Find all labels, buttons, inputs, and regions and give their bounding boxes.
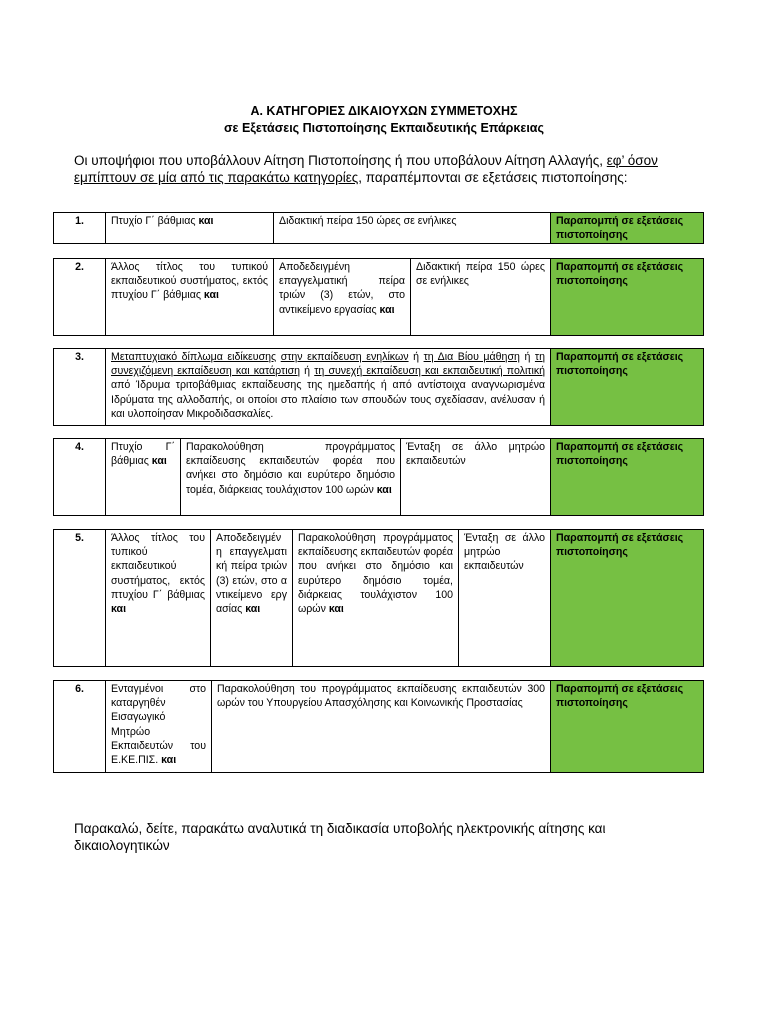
- criterion-cell: Μεταπτυχιακό δίπλωμα ειδίκευσης στην εκπαίδευση ενηλίκων ή τη Δια Βίου μάθηση ή τη συνεχιζόμενη εκπαίδευση και κατάρτιση ή τη συνεχή εκπαίδευση και εκπαιδευτική πολιτική από Ίδρυμα τριτοβάθμιας εκπαίδευσης της ημεδαπής ή από αντίστοιχα αναγνωρισμένα Ιδρύματα της αλλοδαπής, οι οποίοι στο πλαίσιο των σπουδών τους σχεδίασαν, ανέλυσαν ή και υλοποίησαν Μικροδιδασκαλίες.: [106, 349, 551, 426]
- conj: και: [151, 455, 167, 468]
- conj: και: [203, 289, 219, 302]
- criterion-cell: Παρακολούθηση προγράμματος εκπαίδευσης εκπαιδευτών φορέα που ανήκει στο δημόσιο και ευρύτερο δημόσιο τομέα, διάρκειας τουλάχιστον 100 ωρών και: [181, 439, 401, 516]
- conj: και: [379, 303, 395, 316]
- conj: και: [111, 603, 127, 616]
- conj: και: [161, 754, 177, 767]
- criterion-cell: Πτυχίο Γ΄ βάθμιας και: [106, 213, 274, 244]
- criterion-cell: Άλλος τίτλος του τυπικού εκπαιδευτικού συστήματος, εκτός πτυχίου Γ΄ βάθμιας και: [106, 259, 274, 336]
- row-number: 5.: [54, 530, 106, 667]
- conj: και: [376, 483, 392, 496]
- referral-cell: Παραπομπή σε εξετάσεις πιστοποίησης: [551, 349, 704, 426]
- document-title: Α. ΚΑΤΗΓΟΡΙΕΣ ΔΙΚΑΙΟΥΧΩΝ ΣΥΜΜΕΤΟΧΗΣ: [250, 104, 518, 118]
- criterion-cell: Αποδεδειγμένη επαγγελματική πείρα τριών (3) ετών, στο αντικείμενο εργασίας και: [211, 530, 293, 667]
- row-number: 4.: [54, 439, 106, 516]
- category-table-2: [53, 258, 704, 336]
- intro-text-1: Οι υποψήφιοι που υποβάλλουν Αίτηση Πιστοποίησης ή που υποβάλουν Αίτηση Αλλαγής,: [74, 153, 607, 168]
- criterion-cell: Αποδεδειγμένη επαγγελματική πείρα τριών (3) ετών, στο αντικείμενο εργασίας και: [274, 259, 411, 336]
- category-table-1: [53, 212, 704, 244]
- conj: και: [245, 603, 261, 616]
- criterion-cell: Ενταγμένοι στο καταργηθέν Εισαγωγικό Μητρώο Εκπαιδευτών του Ε.ΚΕ.ΠΙΣ. και: [106, 681, 212, 773]
- footer-paragraph: Παρακαλώ, δείτε, παρακάτω αναλυτικά τη διαδικασία υποβολής ηλεκτρονικής αίτησης και δικαιολογητικών: [74, 821, 606, 853]
- row-number: 6.: [54, 681, 106, 773]
- referral-cell: Παραπομπή σε εξετάσεις πιστοποίησης: [551, 213, 704, 244]
- referral-cell: Παραπομπή σε εξετάσεις πιστοποίησης: [551, 439, 704, 516]
- document-subtitle: σε Εξετάσεις Πιστοποίησης Εκπαιδευτικής Επάρκειας: [224, 121, 544, 135]
- intro-paragraph: [74, 152, 704, 186]
- criterion-cell: Πτυχίο Γ΄ βάθμιας και: [106, 439, 181, 516]
- criterion-cell: Παρακολούθηση προγράμματος εκπαίδευσης εκπαιδευτών φορέα που ανήκει στο δημόσιο και ευρύτερο δημόσιο τομέα, διάρκειας τουλάχιστον 100 ωρών και: [293, 530, 459, 667]
- row-number: 3.: [54, 349, 106, 426]
- category-table-6: [53, 680, 704, 773]
- conj: και: [328, 603, 344, 616]
- conj: και: [198, 215, 214, 227]
- row-number: 1.: [54, 213, 106, 244]
- category-table-3: [53, 348, 704, 426]
- criterion-cell: Άλλος τίτλος του τυπικού εκπαιδευτικού συστήματος, εκτός πτυχίου Γ΄ βάθμιας και: [106, 530, 211, 667]
- row-number: 2.: [54, 259, 106, 336]
- intro-text-2: , παραπέμπονται σε εξετάσεις πιστοποίησης:: [358, 170, 628, 185]
- criterion-cell: Διδακτική πείρα 150 ώρες σε ενήλικες: [411, 259, 551, 336]
- criterion-cell: Ένταξη σε άλλο μητρώο εκπαιδευτών: [401, 439, 551, 516]
- referral-cell: Παραπομπή σε εξετάσεις πιστοποίησης: [551, 681, 704, 773]
- referral-cell: Παραπομπή σε εξετάσεις πιστοποίησης: [551, 259, 704, 336]
- referral-cell: Παραπομπή σε εξετάσεις πιστοποίησης: [551, 530, 704, 667]
- category-table-5: [53, 529, 704, 667]
- category-table-4: [53, 438, 704, 516]
- criterion-cell: Παρακολούθηση του προγράμματος εκπαίδευσης εκπαιδευτών 300 ωρών του Υπουργείου Απασχόλησης και Κοινωνικής Προστασίας: [212, 681, 551, 773]
- criterion-cell: Διδακτική πείρα 150 ώρες σε ενήλικες: [274, 213, 551, 244]
- intro-underlined: εφ’ όσον εμπίπτουν σε μία από τις παρακάτω κατηγορίες: [74, 153, 658, 185]
- criterion-cell: Ένταξη σε άλλο μητρώο εκπαιδευτών: [459, 530, 551, 667]
